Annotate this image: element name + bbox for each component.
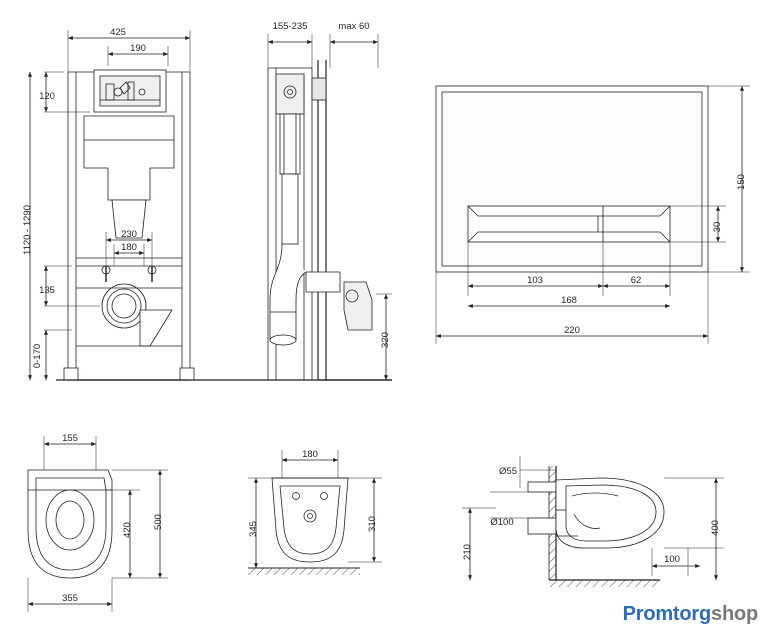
- dim-toilet-front-height-inner: 345: [248, 521, 259, 537]
- toilet-front-view: [248, 450, 382, 575]
- flush-plate-front: [436, 86, 750, 344]
- dim-bolt-spacing-inner: 180: [121, 242, 137, 253]
- dim-toilet-projection: 400: [710, 520, 721, 536]
- dim-toilet-top-width-inner: 155: [62, 433, 78, 444]
- brand-logo: [623, 603, 758, 626]
- brand-part2: shop: [711, 603, 758, 625]
- dim-toilet-top-length-inner: 420: [122, 522, 133, 538]
- dim-plate-total-width: 220: [564, 325, 580, 336]
- dim-depth-range: 155-235: [272, 21, 308, 32]
- dim-plate-button-left: 103: [527, 275, 543, 286]
- dim-frame-mid-height: 135: [39, 285, 55, 296]
- dim-outlet-height-floor: 210: [462, 544, 473, 560]
- dim-toilet-front-height-total: 310: [367, 516, 378, 532]
- dim-toilet-top-length-total: 500: [153, 514, 164, 530]
- brand-part1: Promtorg: [622, 603, 712, 625]
- dim-frame-top-box-height: 120: [39, 91, 55, 102]
- dim-outlet-height: 320: [380, 332, 391, 348]
- dim-outlet-pipe-diameter: Ø100: [490, 517, 514, 528]
- dim-frame-width-total: 425: [110, 27, 126, 38]
- dim-frame-width-inner: 190: [130, 43, 146, 54]
- dim-plate-inner-width: 168: [561, 295, 577, 306]
- dim-toilet-front-width: 180: [302, 449, 318, 460]
- dim-flush-pipe-diameter: Ø55: [499, 466, 517, 477]
- dim-frame-height-range: 1120 - 1290: [22, 204, 33, 256]
- front-elevation-frame: [30, 30, 392, 380]
- dim-plate-button-right: 62: [630, 275, 642, 286]
- side-elevation-frame: [268, 34, 392, 380]
- dim-toilet-top-width-total: 355: [62, 593, 78, 604]
- dim-plate-height: 150: [736, 174, 747, 190]
- dim-toilet-wall-offset: 100: [664, 554, 680, 565]
- dim-bolt-spacing-outer: 230: [121, 229, 137, 240]
- toilet-top-view: [28, 436, 168, 612]
- dim-max-offset: max 60: [338, 21, 370, 32]
- dim-plate-button-height: 30: [712, 221, 723, 233]
- dim-frame-bottom-height: 0-170: [32, 343, 43, 369]
